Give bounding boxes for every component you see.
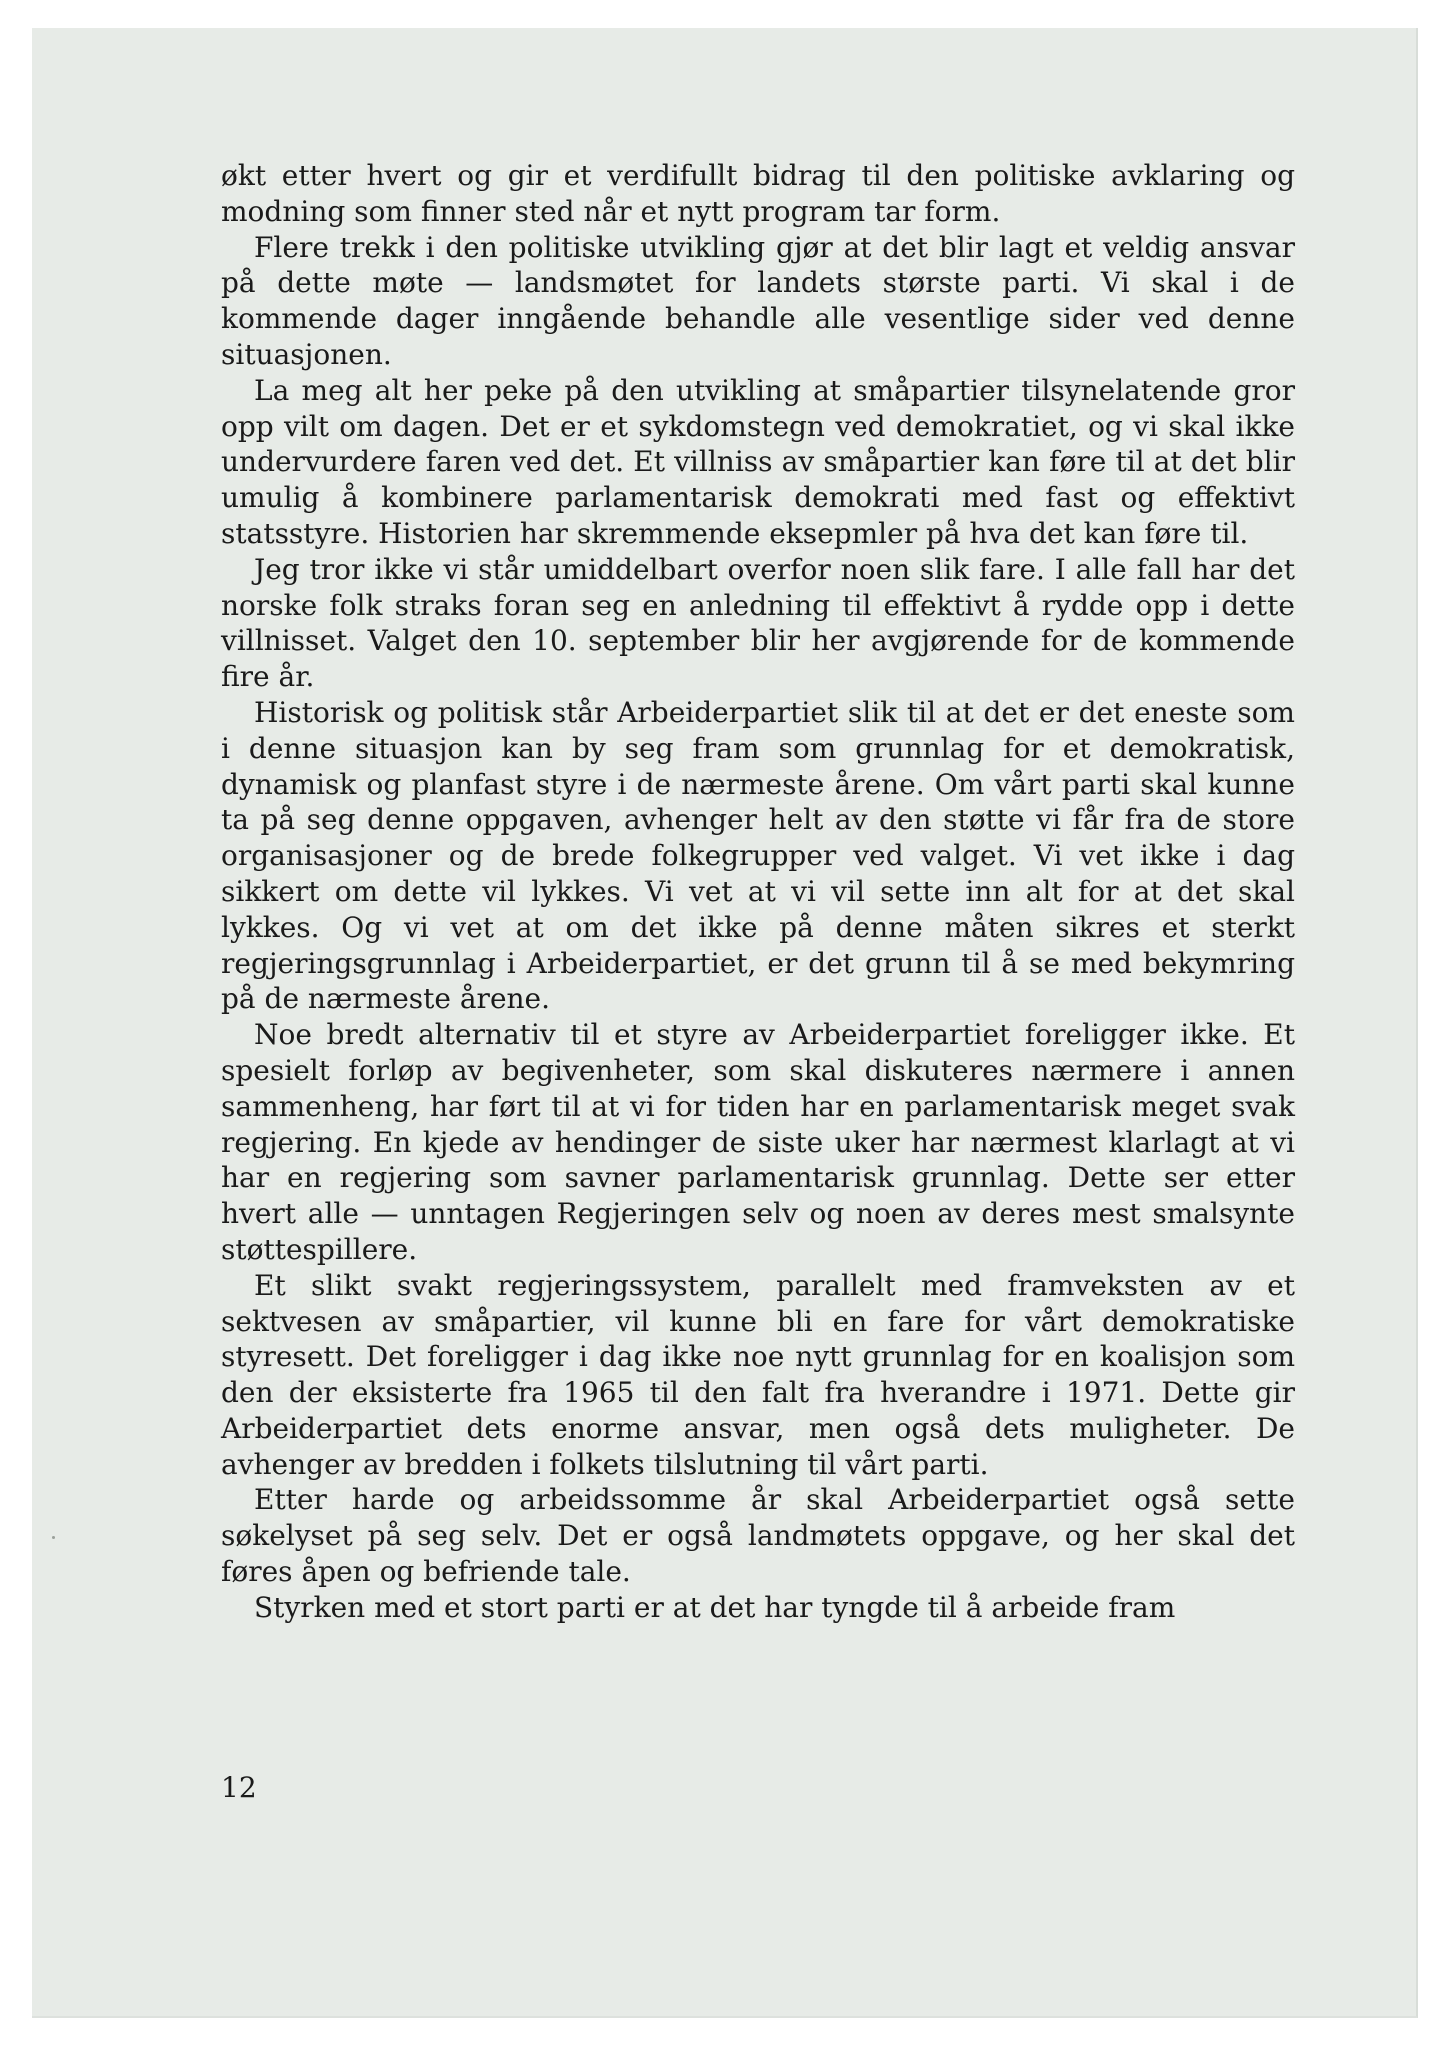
paragraph-9: Styrken med et stort parti er at det har tyngde til å arbeide fram <box>254 1590 1176 1624</box>
paragraph-3: La meg alt her peke på den utvikling at småpartier tilsynelatende gror opp vilt om dagen. Det er et sykdomstegn ved demokratiet, og vi skal ikke undervurdere faren ved det. Et villniss av småpartier kan føre til at det blir umulig å kombinere parlamentarisk demokrati med fast og effektivt statsstyre. Historien har skremmende eksepmler på hva det kan føre til. <box>221 373 1295 550</box>
paragraph-6: Noe bredt alternativ til et styre av Arbeiderpartiet foreligger ikke. Et spesielt forløp av begivenheter, som skal diskuteres nærmere i annen sammenheng, har ført til at vi for tiden har en parlamentarisk meget svak regjering. En kjede av hendinger de siste uker har nærmest klarlagt at vi har en regjering som savner parlamentarisk grunnlag. Dette ser etter hvert alle — unntagen Regjeringen selv og noen av deres mest smalsynte støttespillere. <box>221 1018 1295 1266</box>
paragraph-7: Et slikt svakt regjeringssystem, parallelt med framveksten av et sektvesen av småpartier, vil kunne bli en fare for vårt demokratiske styresett. Det foreligger i dag ikke noe nytt grunnlag for en koalisjon som den der eksisterte fra 1965 til den falt fra hverandre i 1971. Dette gir Arbeiderpartiet dets enorme ansvar, men også dets muligheter. De avhenger av bredden i folkets tilslutning til vårt parti. <box>221 1268 1295 1481</box>
paper-speck <box>52 1536 55 1539</box>
paragraph-8: Etter harde og arbeidssomme år skal Arbeiderpartiet også sette søkelyset på seg selv. Det er også landmøtets oppgave, og her skal det føres åpen og befriende tale. <box>221 1483 1295 1589</box>
body-text <box>221 158 1295 1626</box>
paragraph-2: Flere trekk i den politiske utvikling gjør at det blir lagt et veldig ansvar på dette møte — landsmøtet for landets største parti. Vi skal i de kommende dager inngående behandle alle vesentlige sider ved denne situasjonen. <box>221 230 1295 371</box>
paragraph-4: Jeg tror ikke vi står umiddelbart overfor noen slik fare. I alle fall har det norske folk straks foran seg en anledning til effektivt å rydde opp i dette villnisset. Valget den 10. september blir her avgjørende for de kommende fire år. <box>221 552 1295 694</box>
page-number: 12 <box>221 1771 257 1804</box>
paragraph-1: økt etter hvert og gir et verdifullt bidrag til den politiske avklaring og modning som finner sted når et nytt program tar form. <box>221 159 1295 228</box>
paragraph-5: Historisk og politisk står Arbeiderpartiet slik til at det er det eneste som i denne situasjon kan by seg fram som grunnlag for et demokratisk, dynamisk og planfast styre i de nærmeste årene. Om vårt parti skal kunne ta på seg denne oppgaven, avhenger helt av den støtte vi får fra de store organisasjoner og de brede folkegrupper ved valget. Vi vet ikke i dag sikkert om dette vil lykkes. Vi vet at vi vil sette inn alt for at det skal lykkes. Og vi vet at om det ikke på denne måten sikres et sterkt regjeringsgrunnlag i Arbeiderpartiet, er det grunn til å se med bekymring på de nærmeste årene. <box>221 695 1295 1016</box>
